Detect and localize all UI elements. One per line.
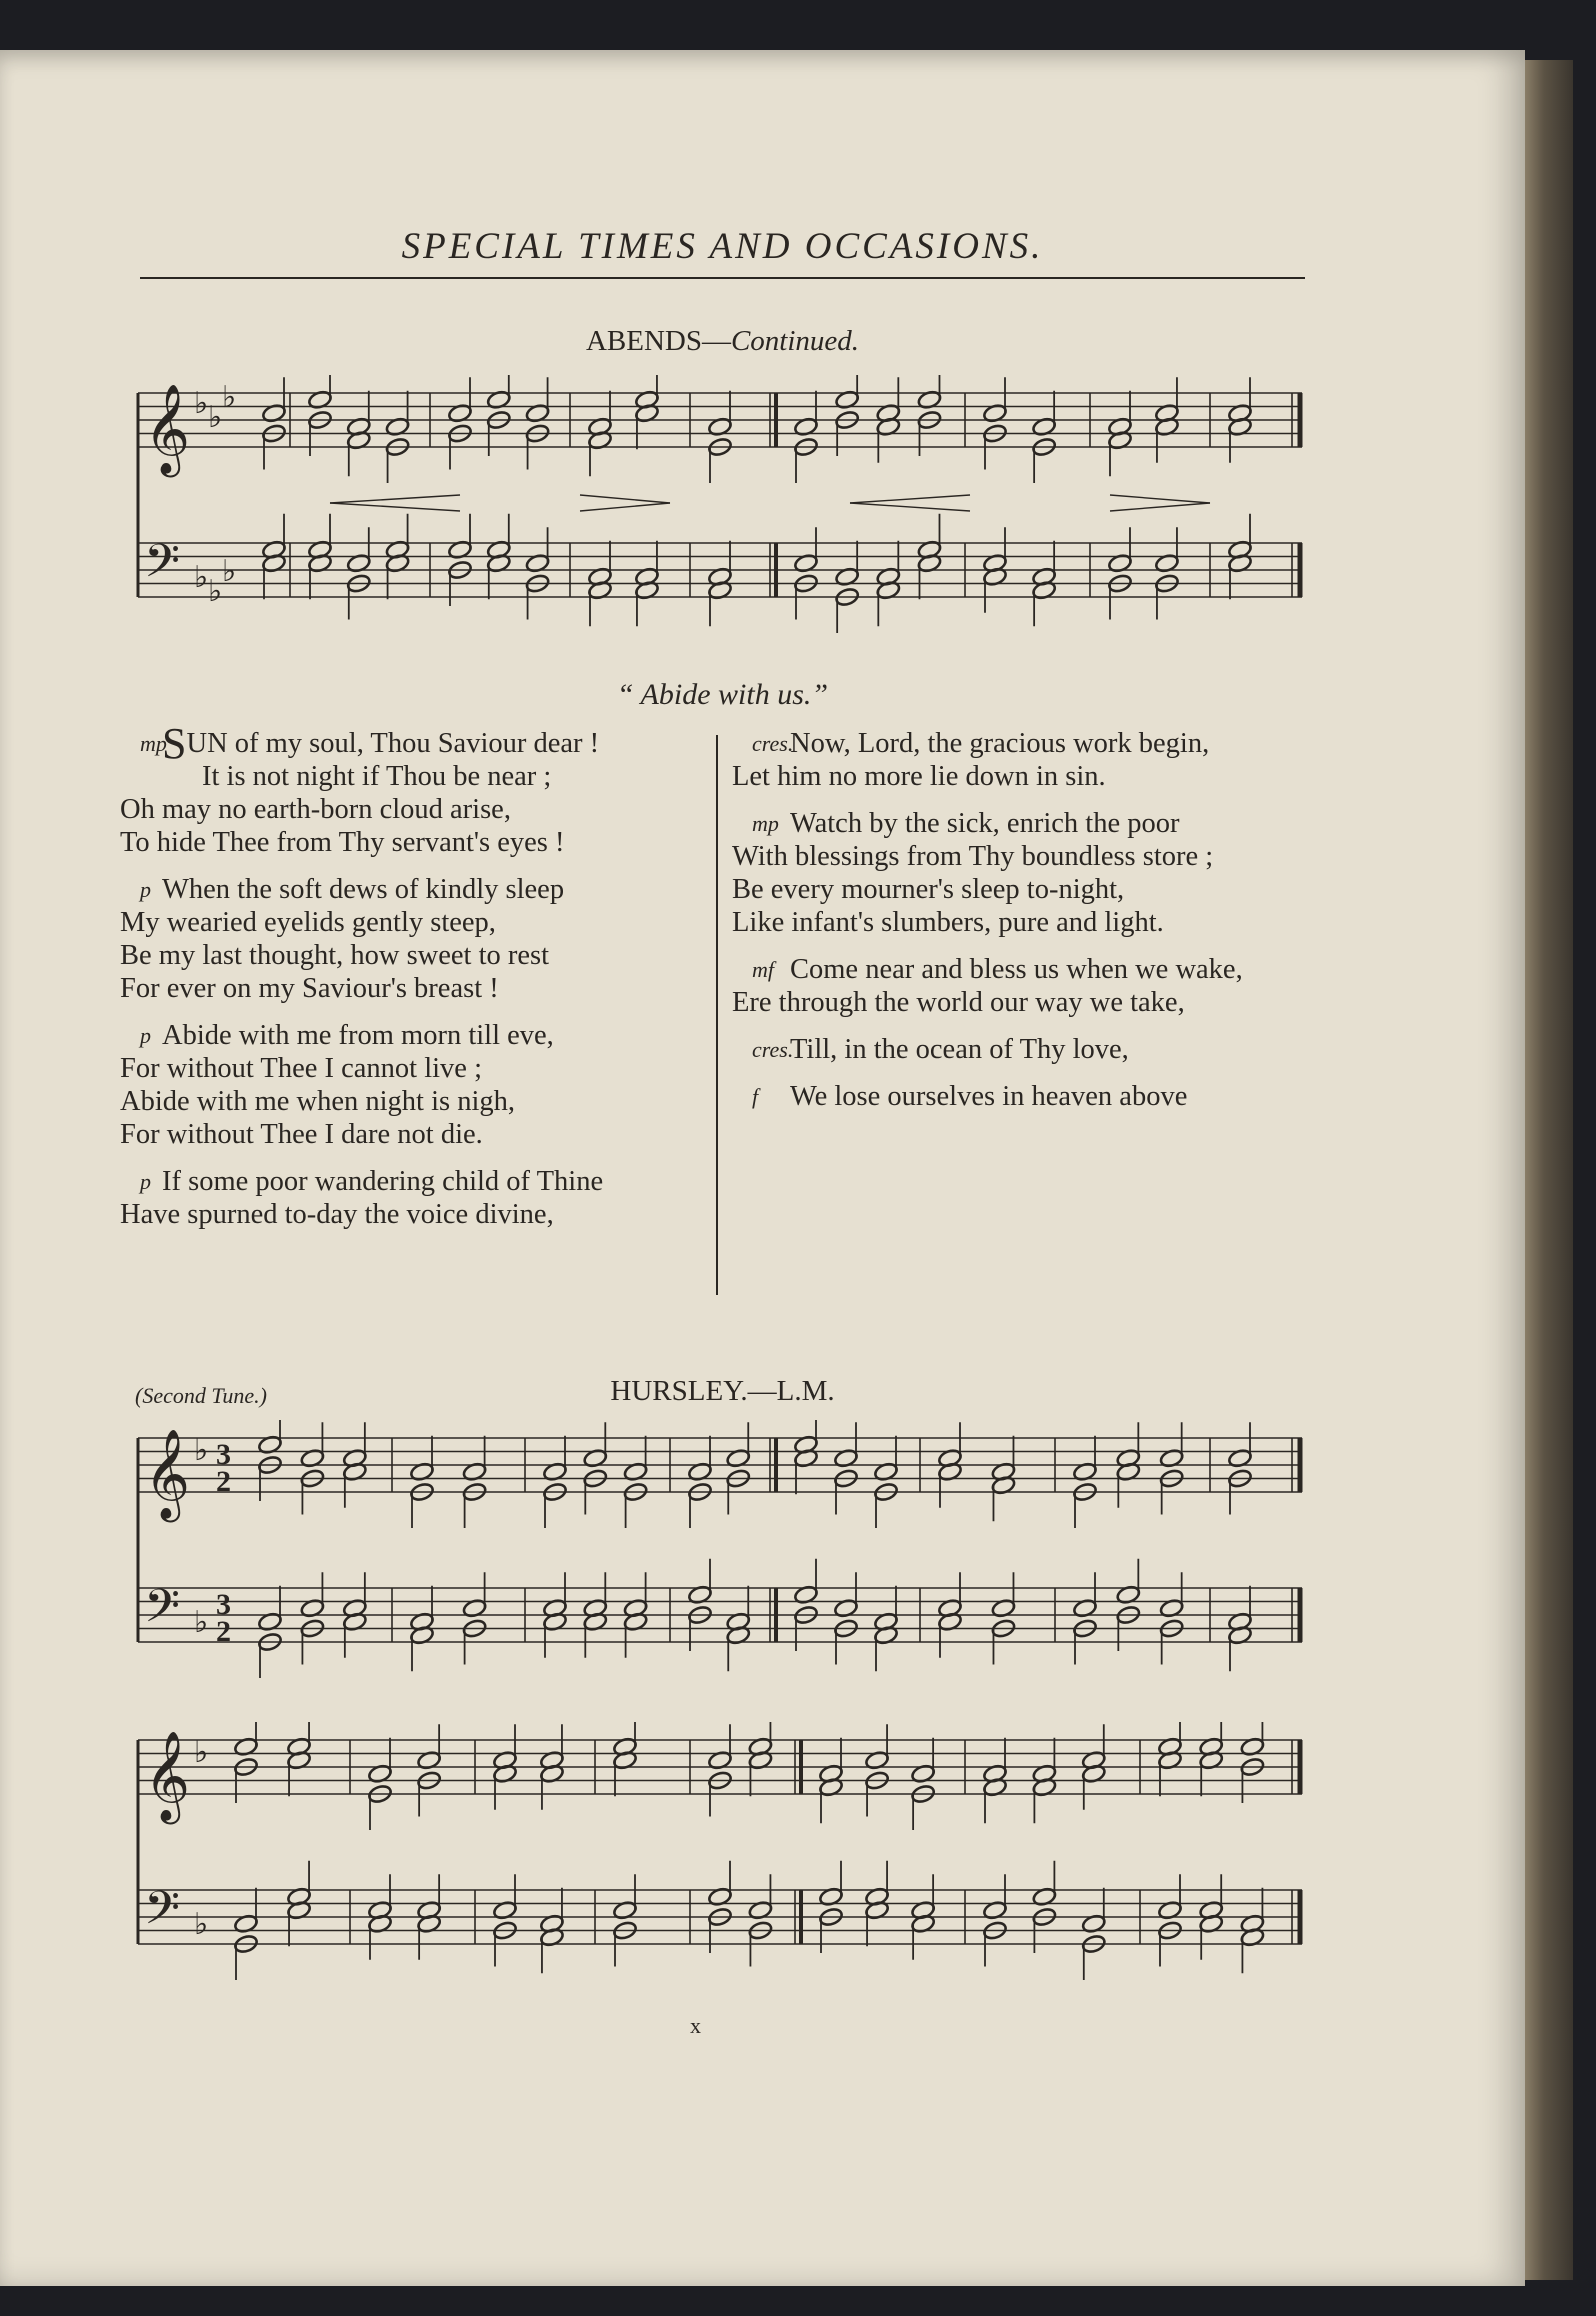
verse-line: Like infant's slumbers, pure and light. bbox=[732, 907, 1164, 938]
stanza bbox=[732, 807, 1307, 939]
dynamic-marking: mp bbox=[140, 731, 167, 756]
hairpin bbox=[580, 495, 670, 511]
verse-line: For without Thee I dare not die. bbox=[120, 1119, 483, 1150]
stanza bbox=[752, 1033, 1307, 1066]
flat-icon: ♭ bbox=[194, 1433, 209, 1468]
bass-clef-icon: 𝄢 bbox=[144, 1881, 181, 1947]
running-head: SPECIAL TIMES AND OCCASIONS. bbox=[401, 226, 1044, 267]
verse-line: Ere through the world our way we take, bbox=[732, 987, 1185, 1018]
treble-clef-icon: 𝄞 bbox=[144, 384, 191, 474]
hairpin bbox=[1110, 495, 1210, 511]
dynamic-marking: mp bbox=[752, 811, 779, 836]
score-system-abends bbox=[130, 375, 1315, 650]
treble-clef-icon: 𝄞 bbox=[144, 1731, 191, 1821]
tune-title-hursley: HURSLEY.—L.M. bbox=[610, 1375, 835, 1407]
bass-clef-icon: 𝄢 bbox=[144, 1579, 181, 1645]
verse-line: For ever on my Saviour's breast ! bbox=[120, 973, 499, 1004]
stanza bbox=[732, 727, 1307, 793]
time-signature: 2 bbox=[216, 1615, 231, 1648]
dynamic-marking: p bbox=[140, 1169, 151, 1194]
verse-line: Be every mourner's sleep to-night, bbox=[732, 874, 1125, 905]
dynamic-marking: f bbox=[752, 1084, 759, 1109]
flat-icon: ♭ bbox=[208, 400, 223, 435]
verse-line: Now, Lord, the gracious work begin, bbox=[790, 728, 1210, 759]
time-signature: 3 bbox=[216, 1588, 231, 1621]
verse-line: Watch by the sick, enrich the poor bbox=[790, 808, 1180, 839]
drop-cap: S bbox=[162, 719, 187, 768]
verse-line: With blessings from Thy boundless store ; bbox=[732, 841, 1214, 872]
hymn-column-left bbox=[120, 719, 695, 1245]
page-edge bbox=[1525, 60, 1573, 2280]
column-divider bbox=[716, 735, 718, 1295]
flat-icon: ♭ bbox=[222, 380, 237, 415]
stanza bbox=[732, 953, 1307, 1019]
verse-line: To hide Thee from Thy servant's eyes ! bbox=[120, 827, 565, 858]
flat-icon: ♭ bbox=[208, 574, 223, 609]
stanza bbox=[120, 873, 695, 1005]
flat-icon: ♭ bbox=[194, 386, 209, 421]
hymn-subtitle: “ Abide with us.” bbox=[616, 678, 829, 711]
stanza bbox=[120, 1019, 695, 1151]
verse-line: If some poor wandering child of Thine bbox=[162, 1166, 604, 1197]
flat-icon: ♭ bbox=[194, 1735, 209, 1770]
verse-line: SUN of my soul, Thou Saviour dear ! bbox=[162, 719, 600, 768]
flat-icon: ♭ bbox=[222, 554, 237, 589]
time-signature: 2 bbox=[216, 1465, 231, 1498]
verse-line: Oh may no earth-born cloud arise, bbox=[120, 794, 511, 825]
flat-icon: ♭ bbox=[194, 1907, 209, 1942]
hymn-column-right bbox=[732, 727, 1307, 1127]
verse-line: Be my last thought, how sweet to rest bbox=[120, 940, 550, 971]
score-system-hursley-1 bbox=[130, 1420, 1315, 1695]
verse-line: Let him no more lie down in sin. bbox=[732, 761, 1106, 792]
head-rule bbox=[140, 277, 1305, 279]
verse-line: Have spurned to-day the voice divine, bbox=[120, 1199, 554, 1230]
bass-clef-icon: 𝄢 bbox=[144, 534, 181, 600]
treble-clef-icon: 𝄞 bbox=[144, 1429, 191, 1519]
verse-line: Abide with me when night is nigh, bbox=[120, 1086, 516, 1117]
verse-line: Till, in the ocean of Thy love, bbox=[790, 1034, 1129, 1065]
dynamic-marking: p bbox=[140, 1023, 151, 1048]
time-signature: 3 bbox=[216, 1438, 231, 1471]
flat-icon: ♭ bbox=[194, 1605, 209, 1640]
verse-line: When the soft dews of kindly sleep bbox=[162, 874, 565, 905]
stanza bbox=[120, 719, 695, 859]
tune-title-abends bbox=[140, 325, 1305, 358]
hairpin bbox=[330, 495, 460, 511]
verse-line: Come near and bless us when we wake, bbox=[790, 954, 1243, 985]
tune-name-suffix: Continued. bbox=[730, 325, 860, 357]
staff bbox=[138, 1890, 1302, 1944]
dynamic-marking: cres. bbox=[752, 731, 794, 756]
verse-line: My wearied eyelids gently steep, bbox=[120, 907, 496, 938]
verse-line: For without Thee I cannot live ; bbox=[120, 1053, 482, 1084]
flat-icon: ♭ bbox=[194, 560, 209, 595]
verse-line: Abide with me from morn till eve, bbox=[162, 1020, 554, 1051]
page-number: x bbox=[690, 2013, 701, 2038]
tune-name: ABENDS— bbox=[585, 325, 731, 357]
verse-line: We lose ourselves in heaven above bbox=[790, 1081, 1188, 1112]
dynamic-marking: p bbox=[140, 877, 151, 902]
dynamic-marking: mf bbox=[752, 957, 774, 982]
verse-line: It is not night if Thou be near ; bbox=[202, 761, 552, 792]
stanza bbox=[752, 1080, 1307, 1113]
hairpin bbox=[850, 495, 970, 511]
stanza bbox=[120, 1165, 695, 1231]
second-tune-label: (Second Tune.) bbox=[135, 1383, 267, 1408]
score-system-hursley-2 bbox=[130, 1722, 1315, 1997]
dynamic-marking: cres. bbox=[752, 1037, 794, 1062]
